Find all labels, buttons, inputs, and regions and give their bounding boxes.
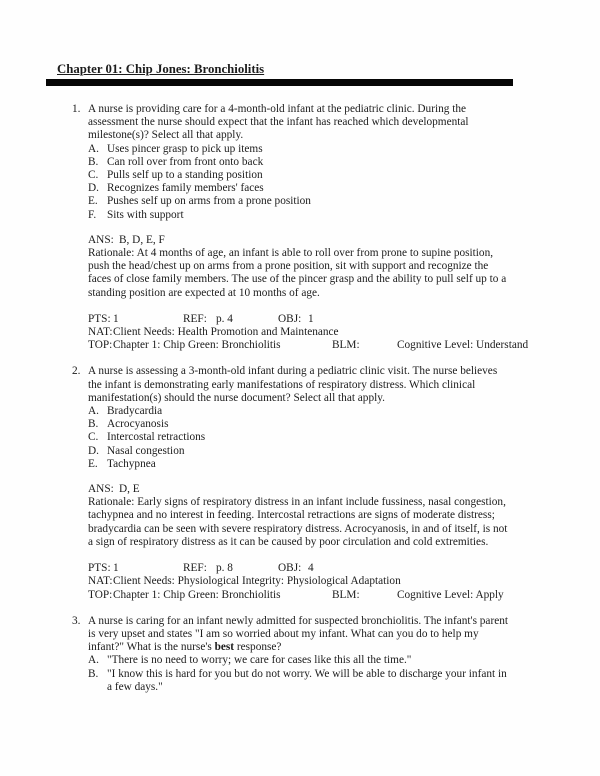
nat-value: Client Needs: Health Promotion and Maintenance [113,326,339,339]
answer-option: D. Recognizes family members' faces [88,182,264,195]
question-stem: A nurse is assessing a 3-month-old infant during a pediatric clinic visit. The nurse believes the infant is demonstrating early manifestations of respiratory distress. Which clinical manifestation(s) should the nurse document? Select all that apply. [88,365,498,404]
pts-value: 1 [113,562,119,575]
cognitive-level-value: Cognitive Level: Apply [397,588,504,601]
question-meta [88,312,529,353]
meta-row-nat: NAT:Client Needs: Physiological Integrity: Physiological Adaptation [88,575,401,588]
question-number: 3. [72,614,81,627]
question-stem: A nurse is caring for an infant newly admitted for suspected bronchiolitis. The infant's parent is very upset and states "I am so worried about my infant. What can you do to help my infant?" What is the nurse's best response? [88,614,509,654]
meta-row-nat: NAT:Client Needs: Health Promotion and Maintenance [88,326,339,339]
meta-row-pts: PTS: 1 REF: p. 4 OBJ: 1 [88,312,314,325]
question-number: 2. [72,365,81,378]
ref-value: p. 8 [216,562,233,575]
answer-option: A. Bradycardia [88,405,163,418]
question-3 [72,615,513,694]
answer-option: B. Acrocyanosis [88,418,169,431]
rationale-text: Rationale: Early signs of respiratory distress in an infant include fussiness, nasal congestion, tachypnea and no interest in feeding. Intercostal retractions are signs of moderate distress; bradycardia can be seen with severe respiratory distress. Acrocyanosis, in and of itself, is not a sign of respiratory distress as it can be caused by poor circulation and cold extremities. [88,496,508,548]
answer-line: ANS: B, D, E, F [88,233,165,246]
answer-option: B. "I know this is hard for you but do not worry. We will be able to discharge your infant in a few days." [88,667,507,693]
question-list [57,103,529,694]
meta-row-top: TOP:Chapter 1: Chip Green: Bronchiolitis BLM: Cognitive Level: Apply [88,588,504,601]
top-value: Chapter 1: Chip Green: Bronchiolitis [113,339,281,352]
question-1 [72,103,529,352]
meta-row-pts: PTS: 1 REF: p. 8 OBJ: 4 [88,562,314,575]
answer-option: A. "There is no need to worry; we care for cases like this all the time." [88,654,412,667]
question-body [88,365,513,601]
cognitive-level-value: Cognitive Level: Understand [397,339,529,352]
bold-word: best [214,641,235,654]
document-content [57,62,529,694]
answer-option: E. Pushes self up on arms from a prone position [88,195,311,208]
answer-option: D. Nasal congestion [88,444,185,457]
rationale-text: Rationale: At 4 months of age, an infant is able to roll over from prone to supine position, push the head/chest up on arms from a prone position, sit with support and recognize the faces of close family members. The use of the pincer grasp and the ability to pull self up to a standing position are expected at 10 months of age. [88,247,507,299]
answer-option: A. Uses pincer grasp to pick up items [88,142,263,155]
ref-value: p. 4 [216,312,233,325]
answer-option: F. Sits with support [88,208,184,221]
answer-value: D, E [119,483,140,496]
answer-option: C. Pulls self up to a standing position [88,169,263,182]
answer-line: ANS: D, E [88,483,140,496]
answer-value: B, D, E, F [119,233,165,246]
title-divider-bar [46,79,513,86]
question-body [88,615,513,694]
question-2 [72,365,513,601]
nat-value: Client Needs: Physiological Integrity: Physiological Adaptation [113,575,401,588]
question-number: 1. [72,103,81,115]
obj-value: 4 [308,562,314,575]
question-stem: A nurse is providing care for a 4-month-old infant at the pediatric clinic. During the assessment the nurse should expect that the infant has reached which developmental milestone(s)? Select all that apply. [88,103,469,142]
answer-option: C. Intercostal retractions [88,431,206,444]
chapter-title: Chapter 01: Chip Jones: Bronchiolitis [57,62,265,76]
top-value: Chapter 1: Chip Green: Bronchiolitis [113,588,281,601]
pts-value: 1 [113,312,119,325]
meta-row-top: TOP:Chapter 1: Chip Green: Bronchiolitis BLM: Cognitive Level: Understand [88,339,529,352]
question-body [88,103,529,352]
answer-option: B. Can roll over from front onto back [88,155,264,168]
obj-value: 1 [308,312,314,325]
answer-option: E. Tachypnea [88,457,156,470]
question-meta [88,562,513,602]
